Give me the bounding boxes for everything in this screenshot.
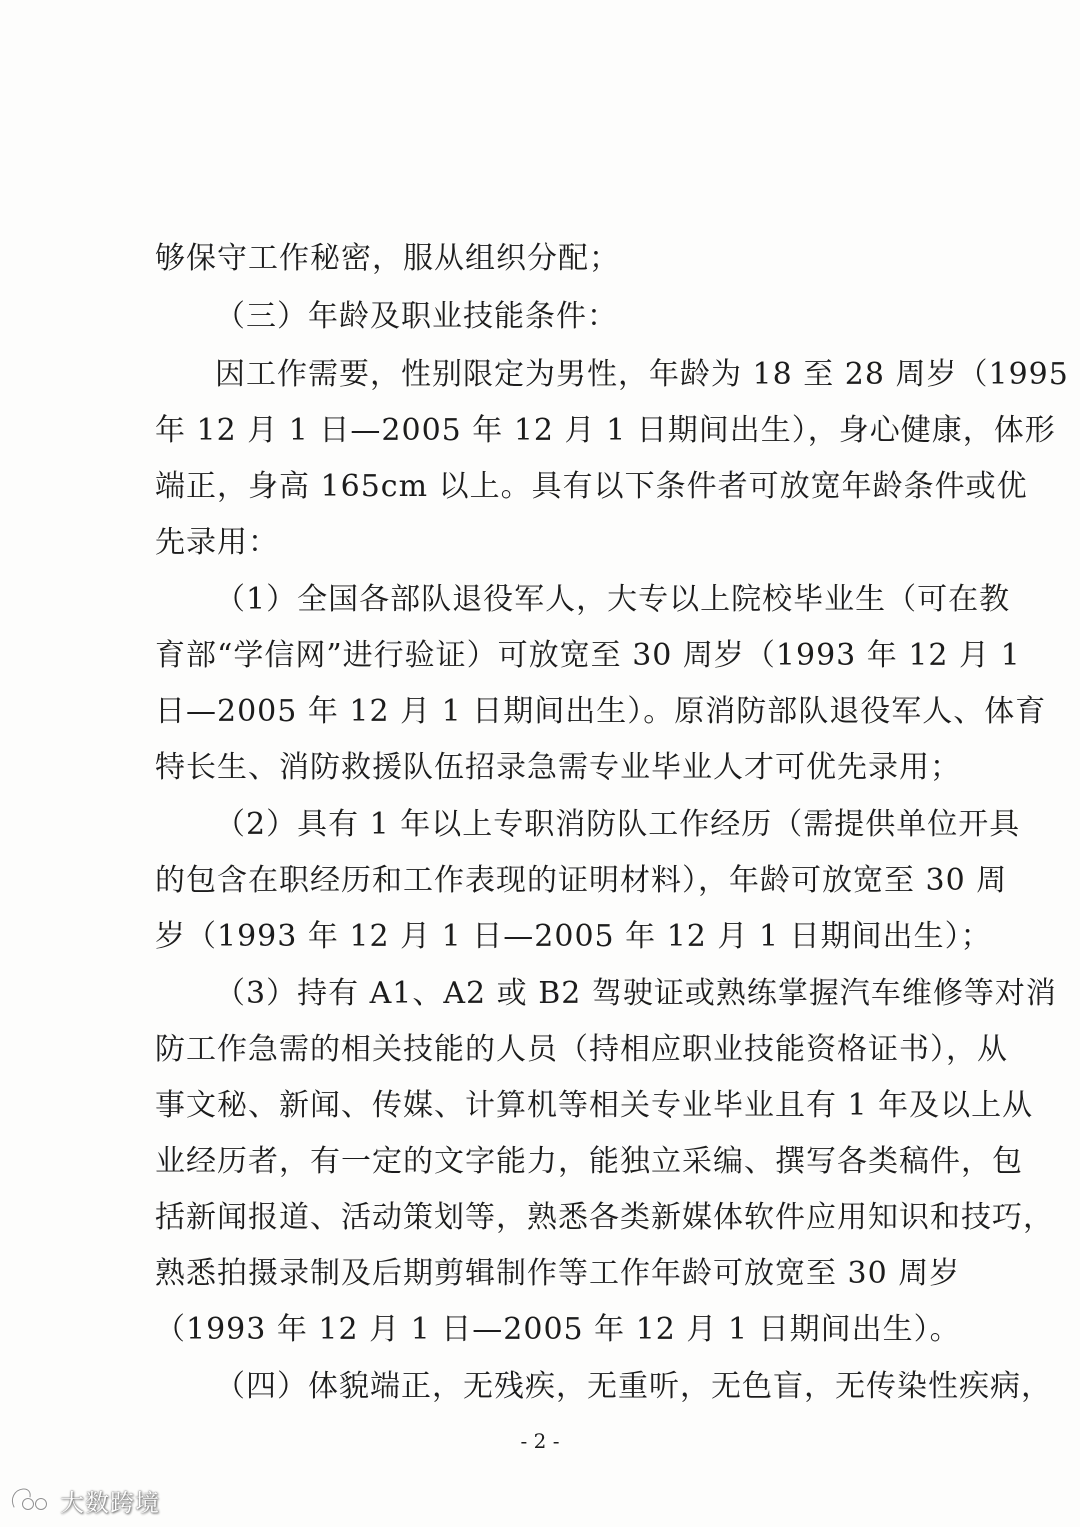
text-line-1: 够保守工作秘密，服从组织分配；	[155, 241, 620, 276]
text-line-3: 因工作需要，性别限定为男性，年龄为 18 至 28 周岁（1995	[215, 357, 1069, 392]
item-2-line-1: （2）具有 1 年以上专职消防队工作经历（需提供单位开具	[215, 807, 1021, 842]
item-3-line-2: 防工作急需的相关技能的人员（持相应职业技能资格证书），从	[155, 1032, 1008, 1067]
section-heading-3: （三）年龄及职业技能条件：	[215, 299, 618, 334]
item-2-line-2: 的包含在职经历和工作表现的证明材料），年龄可放宽至 30 周	[155, 863, 1008, 898]
item-3-line-6: 熟悉拍摄录制及后期剪辑制作等工作年龄可放宽至 30 周岁	[155, 1256, 961, 1291]
item-3-line-4: 业经历者，有一定的文字能力，能独立采编、撰写各类稿件，包	[155, 1144, 1023, 1179]
item-2-line-3: 岁（1993 年 12 月 1 日—2005 年 12 月 1 日期间出生）；	[155, 919, 992, 954]
text-line-5: 端正，身高 165cm 以上。具有以下条件者可放宽年龄条件或优	[155, 469, 1028, 504]
watermark	[8, 1483, 160, 1517]
page-number: - 2 -	[520, 1429, 560, 1453]
text-line-4: 年 12 月 1 日—2005 年 12 月 1 日期间出生），身心健康，体形	[155, 413, 1056, 448]
item-3-line-5: 括新闻报道、活动策划等，熟悉各类新媒体软件应用知识和技巧，	[155, 1200, 1054, 1235]
section-heading-4: （四）体貌端正，无残疾，无重听，无色盲，无传染性疾病，	[215, 1369, 1052, 1404]
item-3-line-7: （1993 年 12 月 1 日—2005 年 12 月 1 日期间出生）。	[155, 1312, 961, 1347]
item-1-line-4: 特长生、消防救援队伍招录急需专业毕业人才可优先录用；	[155, 750, 961, 785]
item-3-line-1: （3）持有 A1、A2 或 B2 驾驶证或熟练掌握汽车维修等对消	[215, 976, 1057, 1011]
item-1-line-1: （1）全国各部队退役军人，大专以上院校毕业生（可在教	[215, 582, 1011, 617]
watermark-logo-icon	[8, 1485, 54, 1515]
text-line-6: 先录用：	[155, 525, 279, 560]
item-1-line-2: 育部“学信网”进行验证）可放宽至 30 周岁（1993 年 12 月 1	[155, 638, 1021, 673]
item-3-line-3: 事文秘、新闻、传媒、计算机等相关专业毕业且有 1 年及以上从	[155, 1088, 1034, 1123]
item-1-line-3: 日—2005 年 12 月 1 日期间出生）。原消防部队退役军人、体育	[155, 694, 1047, 729]
watermark-text: 大数跨境	[60, 1488, 160, 1517]
